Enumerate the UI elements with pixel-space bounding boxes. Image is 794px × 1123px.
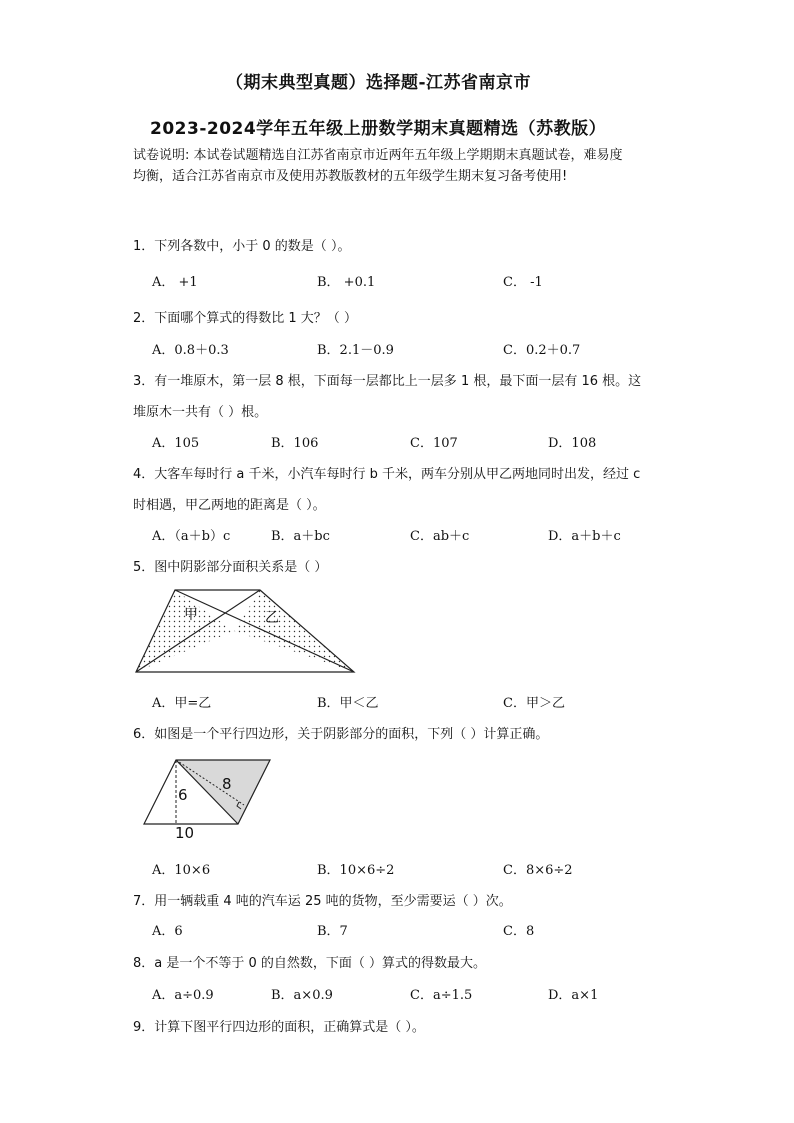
q6-parallelogram-figure — [140, 754, 275, 840]
q6-option-c: C．8×6÷2 — [503, 863, 573, 878]
q4-option-b: B．a＋bc — [271, 529, 330, 544]
q2-option-b: B．2.1－0.9 — [317, 343, 394, 358]
question-1: 1．下列各数中，小于 0 的数是（ ）。 — [133, 239, 351, 254]
question-2: 2．下面哪个算式的得数比 1 大？（ ） — [133, 311, 357, 326]
q4-option-d: D．a＋b＋c — [548, 529, 621, 544]
q6-option-a: A．10×6 — [152, 863, 211, 878]
q5-option-a: A．甲=乙 — [152, 696, 212, 711]
q8-option-b: B．a×0.9 — [271, 988, 333, 1003]
q5-trapezoid-figure — [132, 584, 358, 678]
label-yi: 乙 — [265, 610, 279, 626]
q5-option-c: C．甲＞乙 — [503, 696, 565, 711]
title-line-2: 2023-2024学年五年级上册数学期末真题精选（苏教版） — [150, 119, 607, 139]
q7-option-c: C．8 — [503, 924, 535, 939]
label-6: 6 — [178, 786, 188, 804]
question-3-cont: 堆原木一共有（ ）根。 — [133, 405, 268, 420]
label-jia: 甲 — [184, 607, 198, 623]
intro-note-line-2: 均衡，适合江苏省南京市及使用苏教版教材的五年级学生期末复习备考使用! — [133, 169, 568, 184]
q3-option-d: D．108 — [548, 436, 597, 451]
q2-option-a: A．0.8＋0.3 — [152, 343, 229, 358]
q6-option-b: B．10×6÷2 — [317, 863, 395, 878]
q8-option-c: C．a÷1.5 — [410, 988, 473, 1003]
q4-option-a: A．（a＋b）c — [152, 529, 231, 544]
q3-option-c: C．107 — [410, 436, 458, 451]
q7-option-a: A．6 — [152, 924, 183, 939]
q3-option-a: A．105 — [152, 436, 200, 451]
question-7: 7．用一辆载重 4 吨的汽车运 25 吨的货物，至少需要运（ ）次。 — [133, 894, 512, 909]
q4-option-c: C．ab＋c — [410, 529, 470, 544]
intro-note-line-1: 试卷说明: 本试卷试题精选自江苏省南京市近两年五年级上学期期末真题试卷，难易度 — [133, 148, 623, 163]
question-4: 4．大客车每时行 a 千米，小汽车每时行 b 千米，两车分别从甲乙两地同时出发，经过 c — [133, 467, 641, 482]
q8-option-a: A．a÷0.9 — [152, 988, 214, 1003]
question-6: 6．如图是一个平行四边形，关于阴影部分的面积，下列（ ）计算正确。 — [133, 727, 549, 742]
question-8: 8．a 是一个不等于 0 的自然数，下面（ ）算式的得数最大。 — [133, 956, 487, 971]
q5-option-b: B．甲＜乙 — [317, 696, 379, 711]
q8-option-d: D．a×1 — [548, 988, 599, 1003]
q7-option-b: B．7 — [317, 924, 348, 939]
q1-option-b: B． +0.1 — [317, 275, 376, 290]
q2-option-c: C．0.2＋0.7 — [503, 343, 581, 358]
q1-option-c: C． -1 — [503, 275, 543, 290]
question-5: 5．图中阴影部分面积关系是（ ） — [133, 560, 328, 575]
q1-option-a: A． +1 — [152, 275, 198, 290]
question-9: 9．计算下图平行四边形的面积，正确算式是（ ）。 — [133, 1020, 425, 1035]
label-10: 10 — [175, 824, 195, 840]
question-3: 3．有一堆原木，第一层 8 根，下面每一层都比上一层多 1 根，最下面一层有 16 根。这 — [133, 374, 642, 389]
q3-option-b: B．106 — [271, 436, 319, 451]
label-8: 8 — [222, 775, 232, 793]
title-line-1: （期末典型真题）选择题-江苏省南京市 — [226, 73, 532, 93]
question-4-cont: 时相遇，甲乙两地的距离是（ ）。 — [133, 498, 326, 513]
